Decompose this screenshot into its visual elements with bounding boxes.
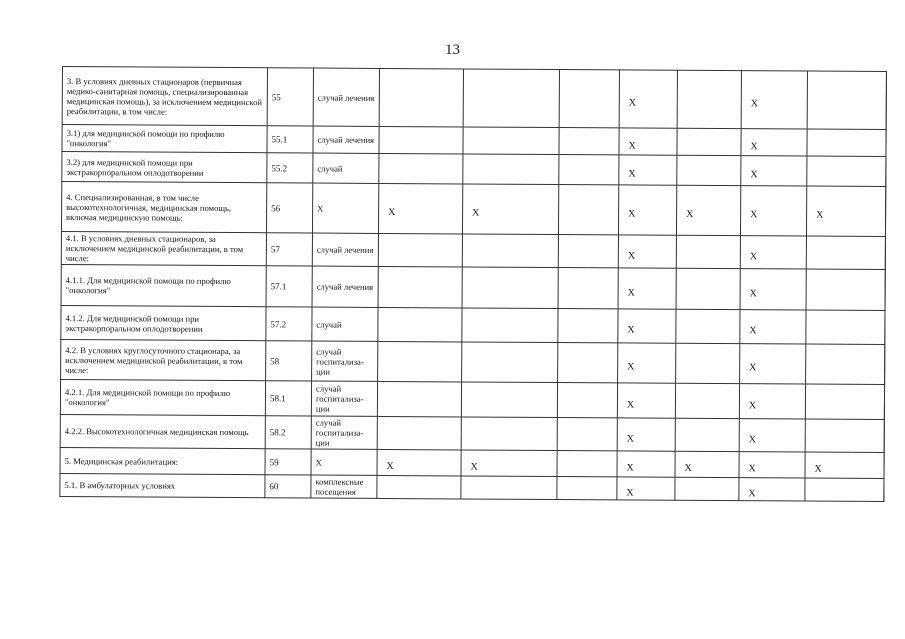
- table-cell: [378, 266, 462, 308]
- table-cell: [558, 185, 618, 235]
- table-cell: [676, 268, 740, 309]
- table-cell: X: [619, 128, 677, 155]
- row-unit: случай лечения: [312, 266, 378, 307]
- table-body: [60, 67, 887, 502]
- table-cell: [806, 186, 885, 236]
- row-unit: комплексные посещения: [311, 475, 377, 498]
- table-cell: [677, 128, 741, 155]
- table-cell: X: [739, 419, 805, 452]
- table-cell: [377, 416, 461, 450]
- table-row: [61, 182, 885, 237]
- table-cell: [559, 70, 619, 128]
- table-cell: [461, 417, 557, 451]
- table-cell: X: [741, 71, 807, 129]
- table-cell: [806, 344, 885, 384]
- row-description: 5.1. В амбулаторных условиях: [60, 473, 265, 497]
- table-cell: [379, 153, 463, 184]
- table-cell: X: [740, 344, 806, 384]
- table-cell: [805, 478, 884, 501]
- table-row: [61, 305, 885, 344]
- row-number: 55.1: [267, 126, 313, 153]
- table-cell: [805, 452, 884, 478]
- table-cell: X: [739, 478, 805, 501]
- row-number: 55: [267, 68, 313, 126]
- table-cell: [378, 233, 462, 267]
- row-number: 59: [265, 449, 311, 475]
- table-cell: [677, 70, 741, 128]
- table-cell: [806, 310, 885, 344]
- table-cell: X: [618, 268, 676, 309]
- table-cell: X: [619, 155, 677, 185]
- table-cell: [558, 268, 618, 309]
- table-row: [60, 414, 884, 452]
- row-description: 3.2) для медицинской помощи при экстракорпоральном оплодотворении: [62, 152, 267, 183]
- table-cell: X: [618, 343, 676, 383]
- row-description: 3.1) для медицинской помощи по профилю "онкология": [62, 125, 267, 153]
- table-cell: X: [740, 186, 806, 236]
- table-cell: [805, 384, 884, 419]
- table-cell: [675, 477, 739, 500]
- table-cell: X: [618, 235, 676, 268]
- table-cell: [462, 267, 558, 309]
- table-cell: X: [675, 451, 739, 477]
- table-cell: X: [378, 183, 462, 234]
- table-cell: X: [617, 477, 675, 500]
- row-description: 4.1.2. Для медицинской помощи при экстракорпоральном оплодотворении: [61, 305, 266, 340]
- row-description: 4.1. В условиях дневных стационаров, за исключением медицинской реабилитации, в том числе:: [61, 231, 266, 265]
- table-cell: [676, 309, 740, 343]
- table-cell: [463, 127, 559, 155]
- row-description: 4.2.1. Для медицинской помощи по профилю "онкология": [60, 379, 265, 415]
- table-cell: [557, 383, 617, 418]
- table-cell: X: [618, 309, 676, 343]
- table-cell: [675, 383, 739, 418]
- table-cell: [463, 154, 559, 185]
- table-cell: [557, 418, 617, 451]
- table-cell: [807, 71, 886, 129]
- table-container: [59, 66, 886, 502]
- table-cell: [558, 235, 618, 268]
- table-row: [60, 379, 884, 419]
- table-cell: X: [741, 156, 807, 186]
- row-description: 4. Специализированная, в том числе высокотехнологичная, медицинская помощь, включая медицинскую помощь:: [61, 182, 266, 233]
- row-unit: случай лечения: [313, 126, 379, 153]
- row-number: 57.2: [266, 307, 312, 341]
- table-cell: [462, 234, 558, 268]
- table-row: [60, 473, 884, 501]
- table-cell: [377, 381, 461, 417]
- table-cell: [463, 69, 559, 128]
- table-cell: [806, 269, 885, 310]
- table-row: [61, 264, 885, 310]
- row-number: 56: [266, 183, 312, 233]
- table-cell: [559, 128, 619, 155]
- table-cell: [462, 308, 558, 343]
- table-cell: X: [462, 184, 558, 235]
- table-cell: X: [619, 70, 677, 128]
- table-cell: [462, 342, 558, 383]
- row-unit: случай лечения: [312, 233, 378, 266]
- row-unit: случай лечения: [313, 68, 379, 126]
- table-cell: [557, 477, 617, 500]
- table-cell: [557, 451, 617, 477]
- table-cell: X: [740, 269, 806, 310]
- table-row: [61, 339, 885, 384]
- table-cell: [558, 343, 618, 383]
- table-cell: X: [740, 310, 806, 344]
- table-cell: X: [461, 450, 557, 477]
- table-cell: X: [739, 452, 805, 478]
- data-table: [59, 66, 887, 502]
- table-cell: [378, 341, 462, 382]
- table-cell: [807, 156, 886, 186]
- row-number: 60: [265, 475, 311, 498]
- row-description: 3. В условиях дневных стационаров (первичная медико-санитарная помощь, специализированная медицинская помощь), за исключением медицинской реабилитации, в том числе:: [62, 67, 267, 126]
- table-cell: [559, 155, 619, 185]
- table-cell: X: [676, 185, 740, 235]
- table-cell: [379, 68, 463, 127]
- table-cell: X: [618, 185, 676, 235]
- table-row: [61, 231, 885, 269]
- table-cell: [676, 343, 740, 383]
- table-cell: [377, 475, 461, 499]
- table-cell: [461, 382, 557, 418]
- table-cell: [676, 235, 740, 268]
- row-description: 5. Медицинская реабилитация:: [60, 447, 265, 474]
- table-cell: X: [739, 384, 805, 419]
- table-cell: X: [741, 129, 807, 156]
- table-cell: X: [377, 449, 461, 476]
- table-cell: [379, 126, 463, 154]
- table-cell: [805, 419, 884, 452]
- table-cell: X: [617, 451, 675, 477]
- row-unit: X: [312, 183, 378, 233]
- table-cell: X: [617, 383, 675, 418]
- row-unit: случай госпитализа-ции: [312, 341, 378, 381]
- row-unit: случай: [313, 153, 379, 183]
- row-description: 4.2. В условиях круглосуточного стационара, за исключением медицинской реабилитации, в том числе:: [61, 339, 266, 380]
- row-unit: случай госпитализа-ции: [311, 416, 377, 449]
- table-cell: [675, 418, 739, 451]
- table-cell: [378, 307, 462, 342]
- row-description: 4.2.2. Высокотехнологичная медицинская помощь: [60, 414, 265, 448]
- row-unit: случай: [312, 307, 378, 341]
- table-cell: [461, 476, 557, 500]
- table-cell: [558, 309, 618, 343]
- row-number: 57.1: [266, 266, 312, 307]
- table-cell: [807, 129, 886, 156]
- row-description: 4.1.1. Для медицинской помощи по профилю "онкология": [61, 264, 266, 306]
- row-number: 55.2: [267, 153, 313, 183]
- row-unit: случай госпитализа-ции: [311, 381, 377, 416]
- row-number: 57: [266, 233, 312, 266]
- page-number: 13: [445, 42, 460, 58]
- row-number: 58.1: [265, 381, 311, 416]
- table-row: [62, 67, 886, 130]
- row-number: 58.2: [265, 416, 311, 449]
- table-cell: [677, 155, 741, 185]
- table-cell: X: [617, 418, 675, 451]
- row-number: 58: [266, 341, 312, 381]
- table-cell: [806, 236, 885, 269]
- row-unit: X: [311, 449, 377, 475]
- table-cell: X: [740, 236, 806, 269]
